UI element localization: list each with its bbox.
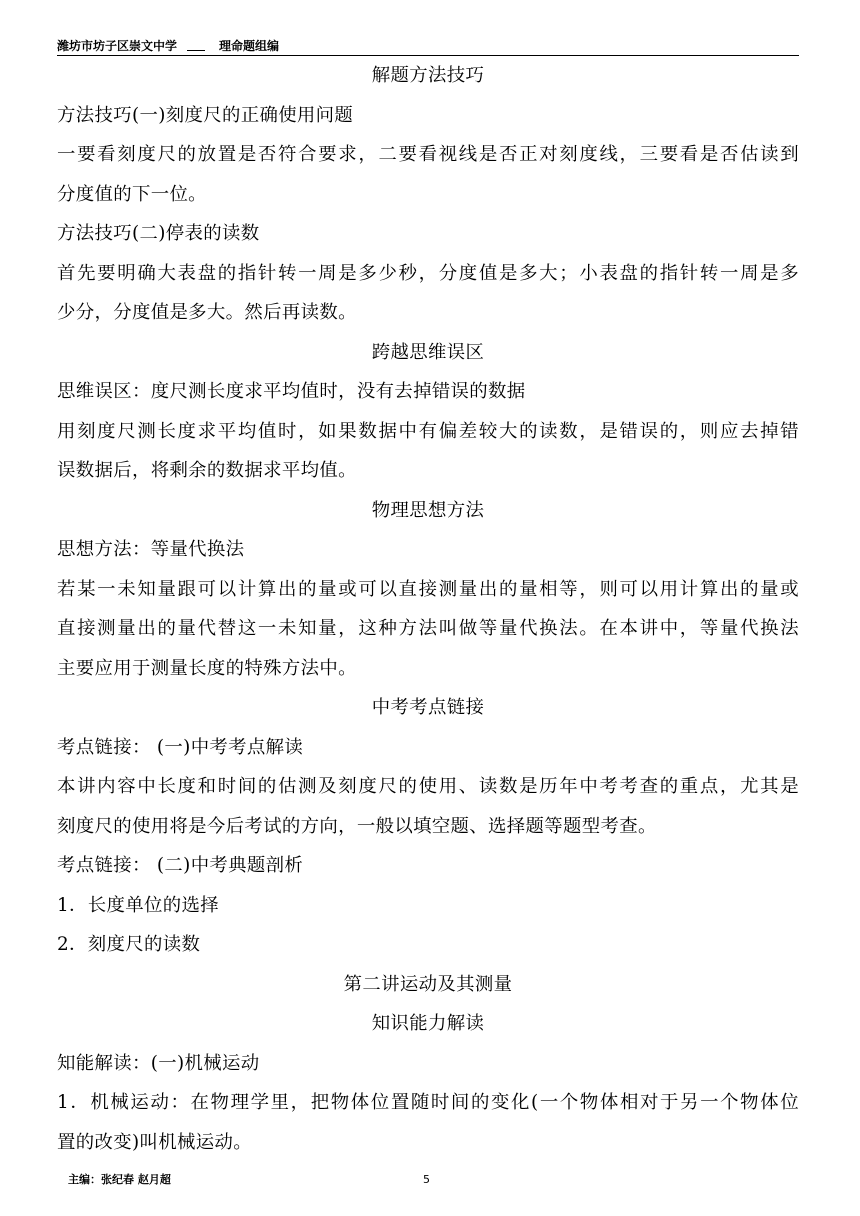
paragraph-line: 置的改变)叫机械运动。 — [57, 1131, 252, 1153]
section-heading-misconceptions: 跨越思维误区 — [371, 341, 485, 363]
paragraph-line: 直接测量出的量代替这一未知量，这种方法叫做等量代换法。在本讲中，等量代换法 — [57, 618, 799, 639]
page-header — [57, 38, 799, 56]
paragraph-line: 若某一未知量跟可以计算出的量或可以直接测量出的量相等，则可以用计算出的量或 — [57, 578, 799, 600]
list-item: 1．长度单位的选择 — [57, 894, 219, 916]
paragraph-line: 本讲内容中长度和时间的估测及刻度尺的使用、读数是历年中考考查的重点，尤其是 — [57, 776, 799, 797]
subheading-equivalent-substitution: 思想方法：等量代换法 — [57, 539, 245, 560]
document-body — [57, 56, 799, 1162]
section-heading-problem-solving: 解题方法技巧 — [371, 65, 485, 86]
chapter-heading-lecture-2: 第二讲运动及其测量 — [343, 973, 513, 995]
page-number: 5 — [423, 1173, 430, 1186]
subheading-method-1: 方法技巧(一)刻度尺的正确使用问题 — [57, 104, 354, 126]
header-separator — [187, 38, 205, 51]
header-school: 潍坊市坊子区崇文中学 — [57, 39, 178, 53]
paragraph-line: 误数据后，将剩余的数据求平均值。 — [57, 460, 357, 481]
paragraph-line: 一要看刻度尺的放置是否符合要求，二要看视线是否正对刻度线，三要看是否估读到 — [57, 144, 799, 165]
section-heading-physics-methods: 物理思想方法 — [371, 499, 485, 521]
section-heading-knowledge: 知识能力解读 — [371, 1013, 485, 1034]
paragraph-line: 少分，分度值是多大。然后再读数。 — [57, 302, 357, 323]
paragraph-line: 首先要明确大表盘的指针转一周是多少秒，分度值是多大；小表盘的指针转一周是多 — [57, 262, 799, 284]
subheading-misconception: 思维误区：度尺测长度求平均值时，没有去掉错误的数据 — [57, 381, 526, 402]
section-heading-exam-links: 中考考点链接 — [371, 697, 485, 718]
paragraph-line: 刻度尺的使用将是今后考试的方向，一般以填空题、选择题等题型考查。 — [57, 815, 657, 837]
list-item: 2．刻度尺的读数 — [57, 934, 201, 955]
page-footer — [0, 1172, 860, 1190]
subheading-mechanical-motion: 知能解读：(一)机械运动 — [57, 1052, 260, 1074]
paragraph-line: 主要应用于测量长度的特殊方法中。 — [57, 657, 357, 679]
paragraph-line: 1．机械运动：在物理学里，把物体位置随时间的变化(一个物体相对于另一个物体位 — [57, 1092, 799, 1113]
subheading-exam-link-2: 考点链接： (二)中考典题剖析 — [57, 855, 304, 876]
subheading-exam-link-1: 考点链接： (一)中考考点解读 — [57, 736, 304, 758]
paragraph-line: 用刻度尺测长度求平均值时，如果数据中有偏差较大的读数，是错误的，则应去掉错 — [57, 420, 799, 442]
header-group: 理命题组编 — [219, 39, 280, 53]
subheading-method-2: 方法技巧(二)停表的读数 — [57, 223, 260, 244]
paragraph-line: 分度值的下一位。 — [57, 183, 207, 205]
footer-editor: 主编：张纪春 赵月超 — [68, 1173, 171, 1186]
